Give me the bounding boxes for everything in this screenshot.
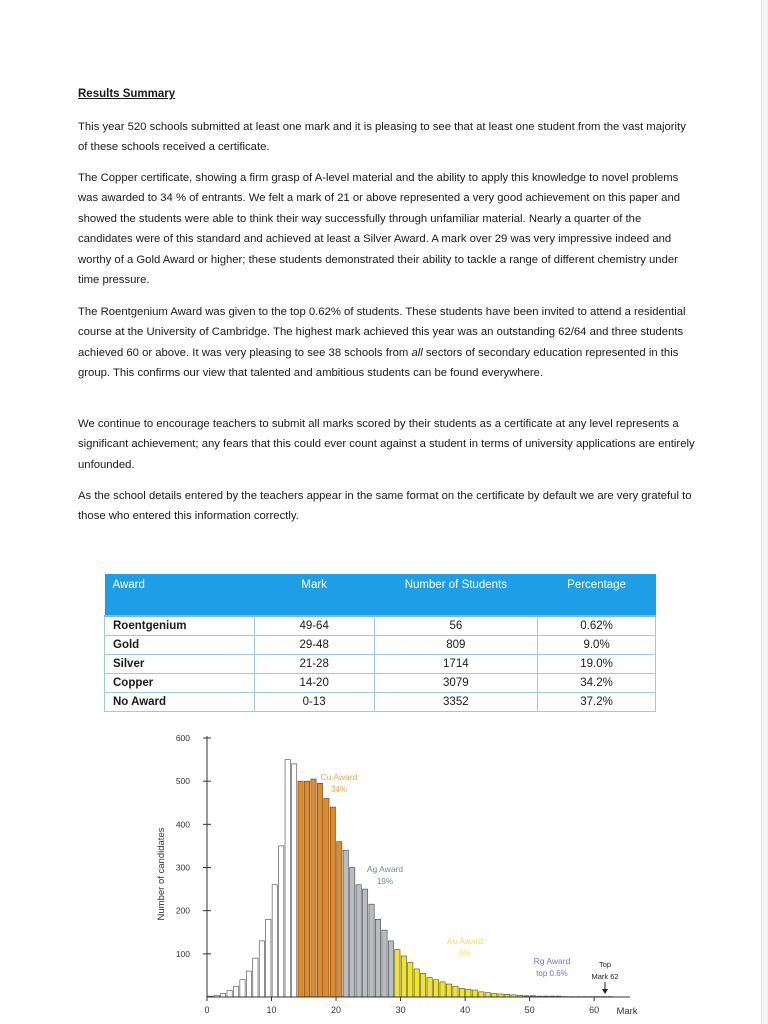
cell-mark: 21-28	[254, 655, 374, 674]
histogram-bar	[485, 993, 490, 997]
histogram-bar	[285, 760, 290, 997]
x-tick-label: 60	[589, 1005, 600, 1015]
y-axis-label: Number of candidates	[156, 827, 167, 921]
histogram-bar	[350, 868, 355, 998]
histogram-bar	[324, 798, 329, 997]
cell-percentage: 0.62%	[538, 616, 656, 636]
y-axis-ticks	[176, 733, 211, 959]
x-tick-label: 0	[204, 1005, 210, 1015]
histogram-bar	[388, 941, 393, 997]
paragraph-5-text: As the school details entered by the teachers appear in the same format on the certificate by default we are very grateful to those who entered this information correctly.	[78, 490, 692, 523]
cell-mark: 29-48	[254, 636, 374, 655]
histogram-bar	[304, 781, 309, 997]
histogram-bar	[408, 962, 413, 997]
annotation-au-percent: 9%	[459, 949, 471, 958]
cell-students: 1714	[374, 655, 538, 674]
cell-award: Silver	[105, 655, 255, 674]
histogram-bar	[459, 988, 464, 997]
cell-percentage: 9.0%	[538, 636, 656, 655]
histogram-bar	[440, 982, 445, 997]
annotation-ag-award: Ag Award	[366, 864, 404, 874]
x-axis-label: Mark	[616, 1006, 638, 1017]
paragraph-roentgenium	[78, 302, 698, 384]
table-row	[105, 616, 656, 636]
cell-students: 3352	[374, 693, 538, 712]
paragraph-4-text: We continue to encourage teachers to submit all marks scored by their students as a certificate at any level represents a significant achievement; any fears that this could ever count against a student in terms of university applications are entirely unfounded.	[78, 418, 695, 471]
annotation-top-mark: Mark 62	[591, 972, 619, 981]
annotation-cu-percent: 34%	[330, 785, 348, 794]
histogram-bar	[233, 986, 238, 997]
x-tick-label: 40	[460, 1005, 471, 1015]
paragraph-copper	[78, 168, 698, 290]
cell-award: Gold	[105, 636, 255, 655]
histogram-bar	[382, 930, 387, 997]
histogram-bar	[479, 992, 484, 997]
histogram-bar	[221, 994, 226, 997]
paragraph-encourage	[78, 414, 698, 475]
cell-percentage: 19.0%	[538, 655, 656, 674]
annotation-rg-percent: top 0.6%	[536, 969, 568, 978]
y-tick-label: 200	[175, 905, 190, 916]
table-header-row	[105, 574, 656, 616]
histogram-bar	[472, 990, 477, 997]
x-tick-label: 10	[266, 1005, 277, 1015]
histogram-bar	[291, 764, 296, 997]
y-tick-label: 600	[175, 733, 190, 743]
mark-distribution-histogram	[150, 726, 650, 1024]
paragraph-3-part-1: The Roentgenium Award was given to the top 0.62% of students. These students have been invited to attend a residential course at the University of Cambridge. The highest mark achieved this year was an outstanding 62/64 and three students achieved 60 or above. It was very pleasing to see 38 schools from	[78, 306, 686, 359]
histogram-bar	[395, 950, 400, 997]
table-row	[105, 636, 656, 655]
header-mark: Mark	[254, 574, 374, 616]
cell-mark: 0-13	[254, 693, 374, 712]
paragraph-3-part-2: sectors of secondary education represented in this group. This confirms our view that talented and ambitious students can be found everywhere.	[78, 346, 679, 380]
paragraph-3-emphasis: all	[411, 346, 423, 359]
histogram-bar	[330, 807, 335, 997]
histogram-bar	[356, 885, 361, 997]
histogram-bar	[375, 919, 380, 997]
cell-award: Copper	[105, 674, 255, 693]
histogram-bar	[227, 991, 232, 997]
cell-students: 56	[374, 616, 538, 636]
y-tick-label: 500	[175, 776, 190, 787]
histogram-bar	[259, 941, 264, 997]
annotation-ag-percent: 19%	[376, 877, 394, 886]
histogram-bar	[298, 781, 303, 997]
top-mark-arrowhead	[602, 989, 608, 994]
y-tick-label: 100	[175, 948, 190, 959]
histogram-bar	[240, 980, 245, 997]
cell-percentage: 37.2%	[538, 693, 656, 712]
y-tick-label: 400	[175, 819, 190, 830]
header-percentage: Percentage	[538, 574, 656, 616]
header-award: Award	[105, 574, 255, 616]
annotation-rg-award: Rg Award	[533, 956, 571, 966]
histogram-bar	[453, 986, 458, 997]
histogram-bar	[253, 958, 258, 997]
table-row	[105, 674, 656, 693]
histogram-bar	[362, 889, 367, 997]
table-row	[105, 693, 656, 712]
x-tick-label: 30	[395, 1005, 406, 1015]
paragraph-schools	[78, 117, 698, 158]
table-row	[105, 655, 656, 674]
annotation-au-award: Au Award	[446, 936, 484, 946]
histogram-bar	[369, 904, 374, 997]
histogram-bar	[343, 850, 348, 997]
annotation-top-label: Top	[598, 960, 612, 969]
histogram-bar	[414, 969, 419, 997]
cell-award: Roentgenium	[105, 616, 255, 636]
histogram-bar	[492, 994, 497, 997]
x-tick-label: 50	[524, 1005, 535, 1015]
annotation-cu-award: Cu Award	[320, 772, 358, 782]
histogram-bar	[279, 846, 284, 997]
histogram-bar	[272, 885, 277, 997]
histogram-bar	[401, 956, 406, 997]
cell-students: 3079	[374, 674, 538, 693]
x-tick-label: 20	[331, 1005, 342, 1015]
paragraph-1-text: This year 520 schools submitted at least one mark and it is pleasing to see that at least one student from the vast majority of these schools received a certificate.	[78, 121, 686, 154]
x-axis-ticks	[204, 997, 599, 1015]
histogram-bar	[317, 783, 322, 997]
histogram-bar	[337, 842, 342, 997]
histogram-bar	[446, 984, 451, 997]
histogram-bar	[266, 919, 271, 997]
cell-students: 809	[374, 636, 538, 655]
awards-table	[104, 574, 656, 712]
page-edge	[761, 0, 768, 1024]
histogram-bar	[311, 779, 316, 997]
results-summary-heading: Results Summary	[78, 88, 176, 100]
paragraph-2-text: The Copper certificate, showing a firm grasp of A-level material and the ability to apply this knowledge to novel problems was awarded to 34 % of entrants. We felt a mark of 21 or above represented a very good achievement on this paper and showed the students were able to think their way successfully through unfamiliar material. Nearly a quarter of the candidates were of this standard and achieved at least a Silver Award. A mark over 29 was very impressive indeed and worthy of a Gold Award or higher; these students demonstrated their ability to tackle a range of different chemistry under time pressure.	[78, 172, 681, 287]
histogram-bar	[421, 973, 426, 997]
histogram-bar	[246, 971, 251, 997]
histogram-bar	[433, 980, 438, 997]
cell-percentage: 34.2%	[538, 674, 656, 693]
paragraph-3-text	[78, 302, 698, 384]
y-tick-label: 300	[175, 862, 190, 873]
cell-mark: 49-64	[254, 616, 374, 636]
cell-mark: 14-20	[254, 674, 374, 693]
cell-award: No Award	[105, 693, 255, 712]
paragraph-school-details	[78, 486, 698, 527]
histogram-bar	[427, 978, 432, 997]
header-number-of-students: Number of Students	[374, 574, 538, 616]
histogram-bar	[466, 989, 471, 997]
